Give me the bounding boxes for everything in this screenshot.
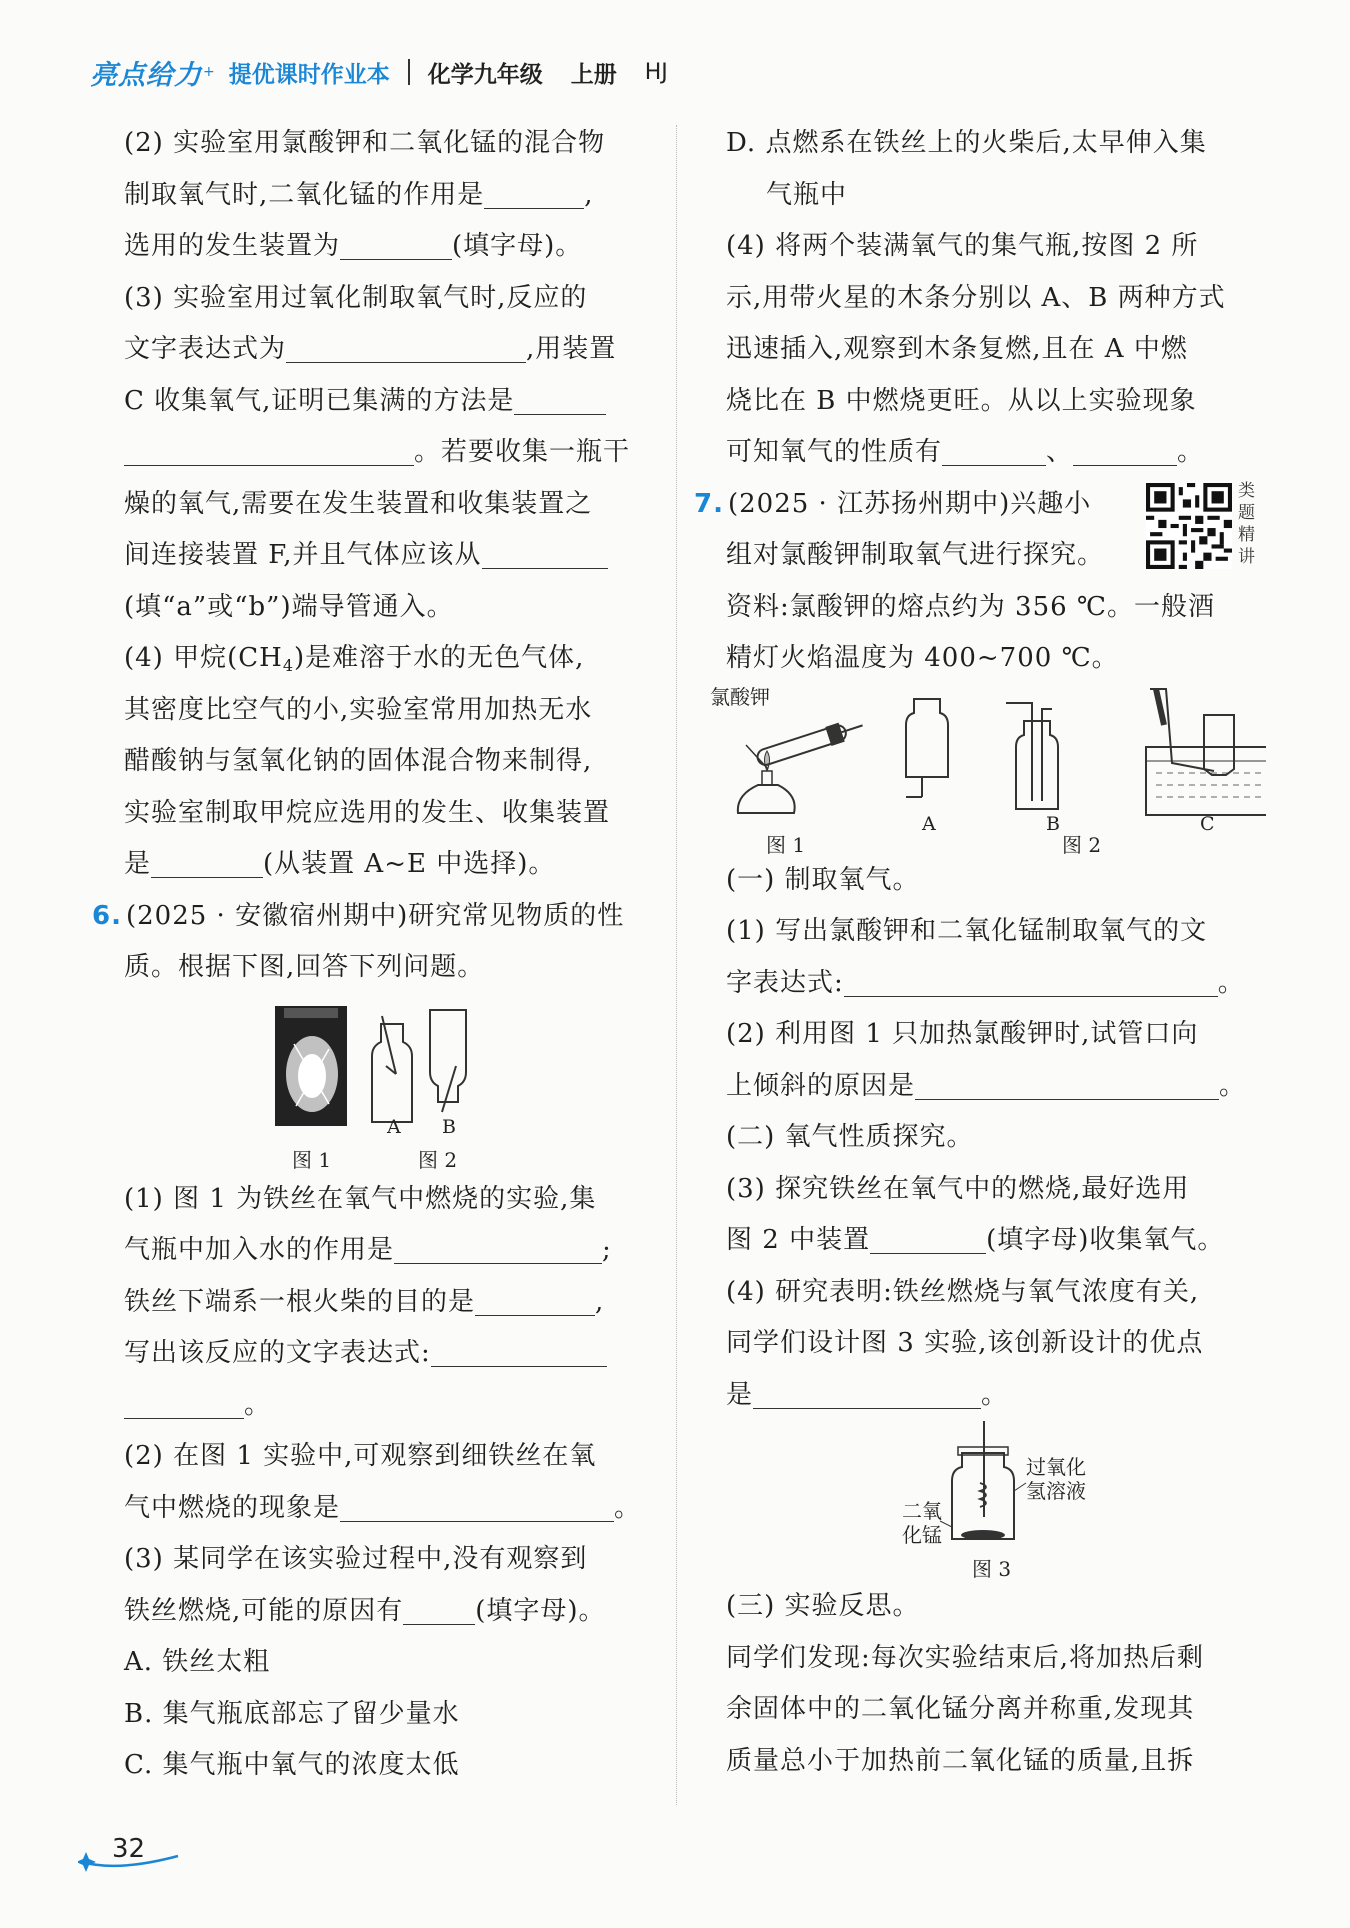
- text-line: 精灯火焰温度为 400~700 ℃。: [726, 643, 1119, 673]
- q7-figure: [710, 684, 1266, 857]
- question-7-title: 7. (2025 · 江苏扬州期中)兴趣小: [694, 488, 1092, 519]
- series-title: 提优课时作业本: [228, 61, 390, 88]
- answer-blank[interactable]: [514, 384, 606, 415]
- text-line: 铁丝燃烧,可能的原因有 (填字母)。: [124, 1595, 606, 1626]
- q6-figure: [124, 994, 654, 1174]
- text-line: (2) 实验室用氯酸钾和二氧化锰的混合物: [124, 128, 606, 158]
- text-line: 同学们设计图 3 实验,该创新设计的优点: [726, 1328, 1204, 1358]
- section-heading: (二) 氧气性质探究。: [726, 1122, 974, 1152]
- question-6-title: 6. (2025 · 安徽宿州期中)研究常见物质的性: [92, 900, 625, 931]
- section-heading: (三) 实验反思。: [726, 1591, 920, 1621]
- brand-logo: 亮点给力: [90, 59, 202, 91]
- question-number: 6.: [92, 900, 122, 931]
- volume-label: 上册: [570, 61, 617, 88]
- figure-caption: 图 1: [292, 1147, 332, 1172]
- text-line: 实验室制取甲烷应选用的发生、收集装置: [124, 797, 611, 828]
- option-c: C. 集气瓶中氧气的浓度太低: [124, 1750, 460, 1780]
- text-line: (4) 研究表明:铁丝燃烧与氧气浓度有关,: [726, 1276, 1200, 1307]
- alcohol-lamp: [738, 785, 795, 813]
- water-trough: [1146, 747, 1266, 815]
- answer-blank[interactable]: [403, 1594, 475, 1625]
- label-a: A: [387, 1115, 401, 1138]
- star-icon: +: [203, 64, 215, 80]
- option-b: B. 集气瓶底部忘了留少量水: [124, 1698, 460, 1729]
- text-line: 烧比在 B 中燃烧更旺。从以上实验现象: [726, 385, 1197, 416]
- qr-code-icon[interactable]: [1146, 483, 1232, 569]
- label-b: B: [1046, 812, 1060, 835]
- text-line: 文字表达式为 ,用装置: [124, 334, 617, 364]
- text-line: 可知氧气的性质有 、 。: [726, 437, 1205, 467]
- answer-blank[interactable]: [1073, 435, 1177, 466]
- text-line: 上倾斜的原因是 。: [726, 1070, 1247, 1101]
- answer-blank[interactable]: [340, 229, 452, 260]
- text-line: 图 2 中装置 (填字母)收集氧气。: [726, 1225, 1225, 1255]
- section-heading: (一) 制取氧气。: [726, 864, 920, 895]
- text-line: (2) 在图 1 实验中,可观察到细铁丝在氧: [124, 1441, 597, 1471]
- label-manganese-dioxide: 二氧: [902, 1499, 942, 1523]
- text-line: 气中燃烧的现象是 。: [124, 1492, 642, 1523]
- qr-label: 类题精讲: [1238, 481, 1255, 567]
- text-line: (4) 甲烷$(CH_4)$是难溶于水的无色气体,: [124, 643, 585, 675]
- text-line: (4) 将两个装满氧气的集气瓶,按图 2 所: [726, 231, 1199, 261]
- label-a: A: [922, 812, 936, 835]
- left-column: [92, 118, 654, 1792]
- answer-blank[interactable]: [482, 538, 608, 569]
- text-line: (填“a”或“b”)端导管通入。: [124, 591, 454, 622]
- q7-figure-3: [726, 1421, 1266, 1581]
- iron-wire-figure: [124, 994, 654, 1174]
- collecting-bottle-b: [1016, 721, 1058, 809]
- text-line: 。若要收集一瓶干: [124, 427, 654, 479]
- text-line: 醋酸钠与氢氧化钠的固体混合物来制得,: [124, 746, 593, 776]
- right-column: [694, 118, 1266, 1787]
- label-hydrogen-peroxide: 氢溶液: [1026, 1479, 1086, 1503]
- text-line: 示,用带火星的木条分别以 A、B 两种方式: [726, 282, 1226, 313]
- answer-blank[interactable]: [844, 966, 1218, 997]
- answer-blank[interactable]: [870, 1223, 986, 1254]
- text-line: 选用的发生装置为 (填字母)。: [124, 231, 583, 261]
- text-line: 写出该反应的文字表达式:: [124, 1328, 654, 1380]
- inverted-bottle-c: [1204, 715, 1234, 775]
- text-line: 。: [124, 1380, 654, 1432]
- text-line: 燥的氧气,需要在发生装置和收集装置之: [124, 488, 593, 519]
- text-line: 气瓶中加入水的作用是 ;: [124, 1235, 612, 1265]
- label-manganese-dioxide: 化锰: [902, 1523, 942, 1547]
- answer-blank[interactable]: [753, 1378, 981, 1409]
- text-line: C 收集氧气,证明已集满的方法是: [124, 376, 654, 428]
- bottle-a: [372, 1024, 412, 1122]
- answer-blank[interactable]: [475, 1285, 595, 1316]
- text-line: 其密度比空气的小,实验室常用加热无水: [124, 694, 593, 725]
- answer-blank[interactable]: [124, 1388, 244, 1419]
- page-header: [90, 52, 1290, 92]
- text-line: 余固体中的二氧化锰分离并称重,发现其: [726, 1694, 1195, 1724]
- label-b: B: [442, 1115, 456, 1138]
- text-line: 质。根据下图,回答下列问题。: [124, 952, 485, 982]
- column-divider: [676, 125, 677, 1805]
- label-potassium-chlorate: 氯酸钾: [710, 684, 770, 709]
- figure-caption: 图 2: [418, 1147, 458, 1172]
- figure-caption: 图 3: [972, 1557, 1012, 1581]
- text-line: 同学们发现:每次实验结束后,将加热后剩: [726, 1642, 1205, 1673]
- text-line: (3) 某同学在该实验过程中,没有观察到: [124, 1544, 588, 1574]
- text-line: 质量总小于加热前二氧化锰的质量,且拆: [726, 1745, 1195, 1776]
- text-line: (1) 图 1 为铁丝在氧气中燃烧的实验,集: [124, 1183, 597, 1214]
- text-line: (3) 实验室用过氧化制取氧气时,反应的: [124, 282, 588, 313]
- text-line: 铁丝下端系一根火柴的目的是 ,: [124, 1286, 605, 1317]
- bottle-b: [430, 1010, 466, 1102]
- text-line: 是 (从装置 A~E 中选择)。: [124, 849, 556, 879]
- text-line: 制取氧气时,二氧化锰的作用是 ,: [124, 179, 594, 210]
- answer-blank[interactable]: [915, 1069, 1219, 1100]
- answer-blank[interactable]: [431, 1336, 607, 1367]
- answer-blank[interactable]: [394, 1233, 602, 1264]
- header-divider: [408, 59, 410, 85]
- grade-label: 化学九年级: [427, 61, 543, 88]
- question-number: 7.: [694, 488, 724, 519]
- text-line: 资料:氯酸钾的熔点约为 356 ℃。一般酒: [726, 591, 1216, 622]
- answer-blank[interactable]: [484, 178, 584, 209]
- edition-label: HJ: [644, 59, 668, 85]
- answer-blank[interactable]: [124, 435, 414, 466]
- text-line: 字表达式: 。: [726, 967, 1245, 998]
- label-hydrogen-peroxide: 过氧化: [1026, 1455, 1086, 1479]
- answer-blank[interactable]: [942, 435, 1046, 466]
- text-line: 是 。: [726, 1379, 1009, 1410]
- text-line: (2) 利用图 1 只加热氯酸钾时,试管口向: [726, 1019, 1199, 1049]
- label-c: C: [1200, 812, 1215, 835]
- option-a: A. 铁丝太粗: [124, 1647, 271, 1677]
- answer-blank[interactable]: [151, 847, 263, 878]
- page-number: 32: [112, 1834, 146, 1864]
- figure-caption: 图 1: [766, 832, 806, 857]
- apparatus-figure: [726, 685, 1266, 855]
- text-line: 迅速插入,观察到木条复燃,且在 A 中燃: [726, 334, 1188, 364]
- text-line: 组对氯酸钾制取氧气进行探究。: [726, 540, 1105, 570]
- collecting-bottle-a: [906, 699, 948, 777]
- figure-caption: 图 2: [1062, 832, 1102, 857]
- answer-blank[interactable]: [340, 1491, 614, 1522]
- text-line: 间连接装置 F,并且气体应该从: [124, 530, 654, 582]
- option-d: D. 点燃系在铁丝上的火柴后,太早伸入集: [726, 128, 1207, 158]
- answer-blank[interactable]: [286, 332, 526, 363]
- text-line: (3) 探究铁丝在氧气中的燃烧,最好选用: [726, 1173, 1190, 1204]
- text-line: (1) 写出氯酸钾和二氧化锰制取氧气的文: [726, 916, 1208, 946]
- text-line: 气瓶中: [766, 179, 848, 210]
